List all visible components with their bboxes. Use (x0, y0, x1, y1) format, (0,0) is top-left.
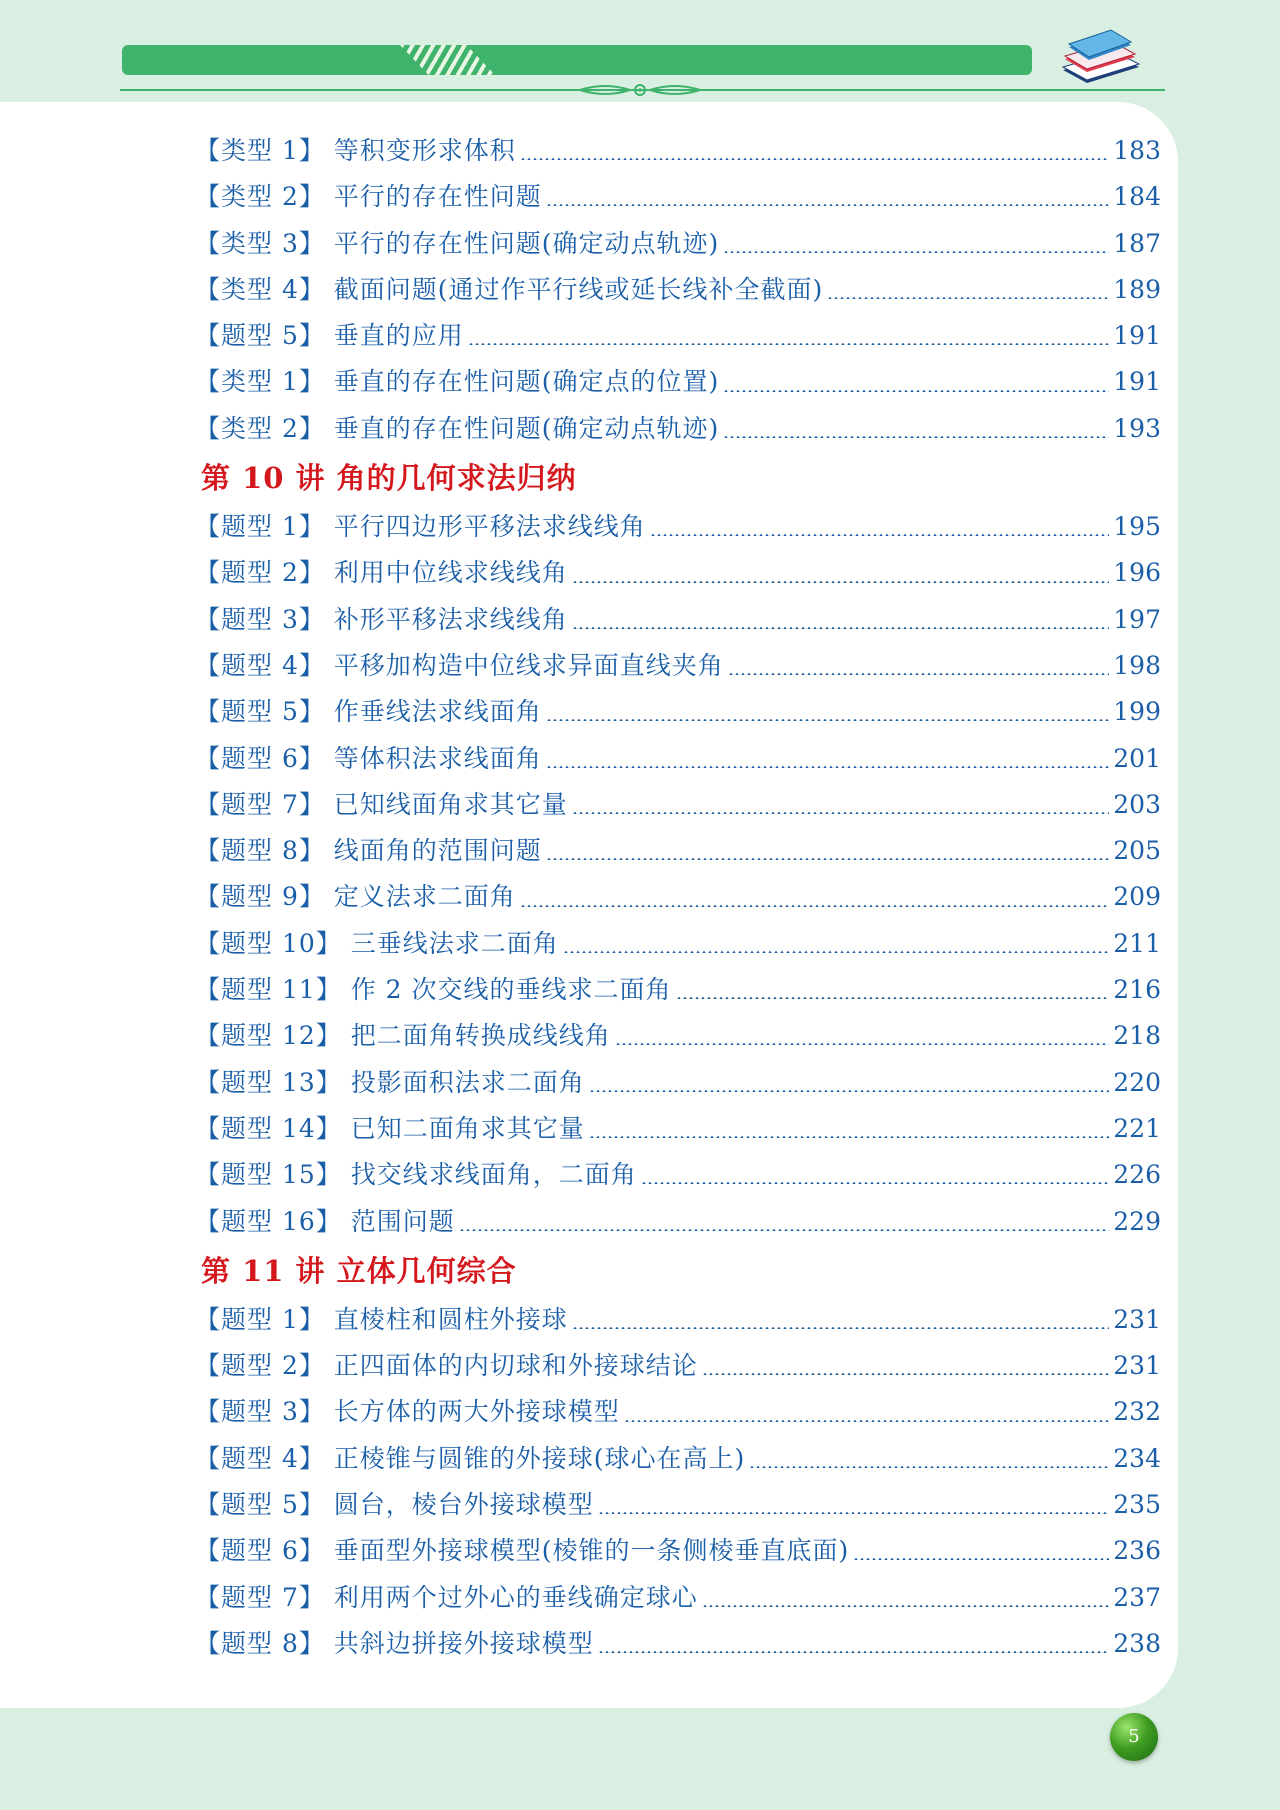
header-bar (122, 45, 1032, 75)
toc-entry[interactable] (195, 1060, 1161, 1106)
toc-entry-label: 【类型 3】 平行的存在性问题(确定动点轨迹) (195, 228, 720, 258)
toc-entry-label: 【题型 8】 共斜边拼接外接球模型 (195, 1628, 594, 1658)
toc-entry-page: 193 (1113, 413, 1161, 443)
toc-entry-page: 196 (1113, 558, 1161, 588)
toc-entry-label: 【题型 9】 定义法求二面角 (195, 882, 516, 912)
dot-leader (641, 1182, 1110, 1184)
dot-leader (563, 951, 1110, 953)
toc-entry-page: 209 (1113, 882, 1161, 912)
toc-entry-page: 203 (1113, 789, 1161, 819)
toc-entry-page: 183 (1113, 136, 1161, 165)
toc-entry-label: 【题型 16】 范围问题 (195, 1206, 455, 1236)
toc-entry-page: 236 (1113, 1536, 1161, 1566)
toc-entry[interactable] (195, 828, 1161, 874)
toc-entry-page: 216 (1113, 975, 1161, 1005)
dot-leader (572, 1327, 1109, 1329)
toc-entry-label: 【题型 11】 作 2 次交线的垂线求二面角 (195, 975, 672, 1005)
toc-entry-page: 232 (1113, 1397, 1161, 1427)
toc-entry-label: 【题型 5】 作垂线法求线面角 (195, 697, 542, 727)
toc-entry-page: 229 (1113, 1206, 1161, 1236)
toc-entry[interactable] (195, 1013, 1161, 1059)
dot-leader (546, 719, 1109, 721)
dot-leader (827, 297, 1109, 299)
toc-entry[interactable] (195, 597, 1161, 643)
dot-leader (650, 534, 1109, 536)
toc-entry-label: 【类型 2】 垂直的存在性问题(确定动点轨迹) (195, 413, 720, 443)
toc-entry-label: 【类型 4】 截面问题(通过作平行线或延长线补全截面) (195, 274, 824, 304)
toc-entry-page: 211 (1113, 928, 1161, 958)
toc-entry-label: 【题型 3】 长方体的两大外接球模型 (195, 1397, 620, 1427)
dot-leader (572, 627, 1109, 629)
toc-entry[interactable] (195, 1106, 1161, 1152)
toc-entry-label: 【题型 2】 正四面体的内切球和外接球结论 (195, 1351, 698, 1381)
table-of-contents (195, 128, 1161, 1667)
toc-entry-page: 220 (1113, 1067, 1161, 1097)
toc-entry[interactable] (195, 267, 1161, 313)
dot-leader (546, 858, 1109, 860)
toc-entry[interactable] (195, 1436, 1161, 1482)
toc-entry-label: 【类型 1】 垂直的存在性问题(确定点的位置) (195, 367, 720, 397)
toc-entry-label: 【题型 1】 直棱柱和圆柱外接球 (195, 1304, 568, 1334)
dot-leader (598, 1512, 1109, 1514)
dot-leader (459, 1229, 1110, 1231)
dot-leader (468, 343, 1109, 345)
toc-entry-label: 【题型 6】 垂面型外接球模型(棱锥的一条侧棱垂直底面) (195, 1536, 850, 1566)
toc-entry-page: 231 (1113, 1351, 1161, 1381)
toc-entry[interactable] (195, 313, 1161, 359)
toc-entry-page: 189 (1113, 274, 1161, 304)
toc-entry[interactable] (195, 1482, 1161, 1528)
dot-leader (702, 1605, 1109, 1607)
dot-leader (615, 1043, 1110, 1045)
toc-entry[interactable] (195, 504, 1161, 550)
toc-entry[interactable] (195, 782, 1161, 828)
toc-entry-page: 221 (1113, 1113, 1161, 1143)
toc-entry-label: 【题型 7】 已知线面角求其它量 (195, 789, 568, 819)
dot-leader (723, 436, 1109, 438)
toc-entry[interactable] (195, 1297, 1161, 1343)
toc-entry-label: 【题型 6】 等体积法求线面角 (195, 743, 542, 773)
toc-entry[interactable] (195, 1389, 1161, 1435)
toc-entry-page: 191 (1113, 321, 1161, 351)
toc-entry-label: 【题型 5】 圆台，棱台外接球模型 (195, 1490, 594, 1520)
toc-entry-page: 235 (1113, 1490, 1161, 1520)
dot-leader (546, 204, 1109, 206)
toc-entry-page: 197 (1113, 604, 1161, 634)
dot-leader (676, 997, 1110, 999)
toc-entry-label: 【题型 7】 利用两个过外心的垂线确定球心 (195, 1582, 698, 1612)
toc-entry-page: 218 (1113, 1021, 1161, 1051)
toc-entry[interactable] (195, 1199, 1161, 1245)
toc-entry-label: 【类型 2】 平行的存在性问题 (195, 182, 542, 212)
dot-leader (589, 1090, 1110, 1092)
toc-entry-label: 【题型 1】 平行四边形平移法求线线角 (195, 512, 646, 542)
toc-entry-label: 【类型 1】 等积变形求体积 (195, 136, 516, 165)
toc-entry[interactable] (195, 1152, 1161, 1198)
dot-leader (749, 1466, 1109, 1468)
toc-entry-label: 【题型 3】 补形平移法求线线角 (195, 604, 568, 634)
dot-leader (520, 158, 1109, 160)
toc-entry-page: 231 (1113, 1304, 1161, 1334)
toc-entry[interactable] (195, 874, 1161, 920)
dot-leader (589, 1136, 1110, 1138)
toc-entry-page: 237 (1113, 1582, 1161, 1612)
toc-entry-label: 【题型 4】 正棱锥与圆锥的外接球(球心在高上) (195, 1443, 746, 1473)
ornament-icon (575, 80, 705, 100)
toc-entry[interactable] (195, 128, 1161, 174)
toc-entry-page: 199 (1113, 697, 1161, 727)
toc-entry[interactable] (195, 550, 1161, 596)
toc-entry-page: 201 (1113, 743, 1161, 773)
toc-entry[interactable] (195, 689, 1161, 735)
toc-entry[interactable] (195, 1343, 1161, 1389)
toc-entry-page: 205 (1113, 836, 1161, 866)
books-icon (1055, 25, 1145, 90)
toc-entry-page: 191 (1113, 367, 1161, 397)
page-number-badge: 5 (1110, 1713, 1158, 1761)
dot-leader (723, 390, 1109, 392)
toc-entry-page: 226 (1113, 1160, 1161, 1190)
toc-entry-page: 234 (1113, 1443, 1161, 1473)
dot-leader (520, 905, 1109, 907)
toc-entry-label: 【题型 5】 垂直的应用 (195, 321, 464, 351)
lecture-heading: 第 10 讲 角的几何求法归纳 (201, 461, 577, 496)
dot-leader (598, 1651, 1109, 1653)
toc-entry-label: 【题型 14】 已知二面角求其它量 (195, 1113, 585, 1143)
dot-leader (546, 766, 1109, 768)
lecture-heading: 第 11 讲 立体几何综合 (201, 1253, 517, 1288)
toc-entry-label: 【题型 8】 线面角的范围问题 (195, 836, 542, 866)
toc-entry-label: 【题型 13】 投影面积法求二面角 (195, 1067, 585, 1097)
toc-entry-label: 【题型 15】 找交线求线面角，二面角 (195, 1160, 637, 1190)
toc-entry[interactable] (195, 1575, 1161, 1621)
toc-entry[interactable] (195, 174, 1161, 220)
dot-leader (624, 1420, 1109, 1422)
toc-entry-page: 238 (1113, 1628, 1161, 1658)
dot-leader (723, 251, 1109, 253)
dot-leader (702, 1373, 1109, 1375)
toc-entry[interactable] (195, 1621, 1161, 1667)
toc-entry[interactable] (195, 1528, 1161, 1574)
toc-entry[interactable] (195, 921, 1161, 967)
toc-entry-label: 【题型 10】 三垂线法求二面角 (195, 928, 559, 958)
toc-entry-page: 187 (1113, 228, 1161, 258)
dot-leader (728, 673, 1109, 675)
toc-entry-label: 【题型 12】 把二面角转换成线线角 (195, 1021, 611, 1051)
toc-entry[interactable] (195, 221, 1161, 267)
toc-entry[interactable] (195, 736, 1161, 782)
toc-entry[interactable] (195, 967, 1161, 1013)
toc-entry-label: 【题型 2】 利用中位线求线线角 (195, 558, 568, 588)
toc-entry-label: 【题型 4】 平移加构造中位线求异面直线夹角 (195, 650, 724, 680)
toc-entry[interactable] (195, 406, 1161, 452)
toc-entry-page: 195 (1113, 512, 1161, 542)
toc-entry-page: 184 (1113, 182, 1161, 212)
toc-entry[interactable] (195, 643, 1161, 689)
dot-leader (572, 812, 1109, 814)
toc-entry-page: 198 (1113, 650, 1161, 680)
dot-leader (572, 581, 1109, 583)
toc-entry[interactable] (195, 359, 1161, 405)
dot-leader (853, 1558, 1109, 1560)
